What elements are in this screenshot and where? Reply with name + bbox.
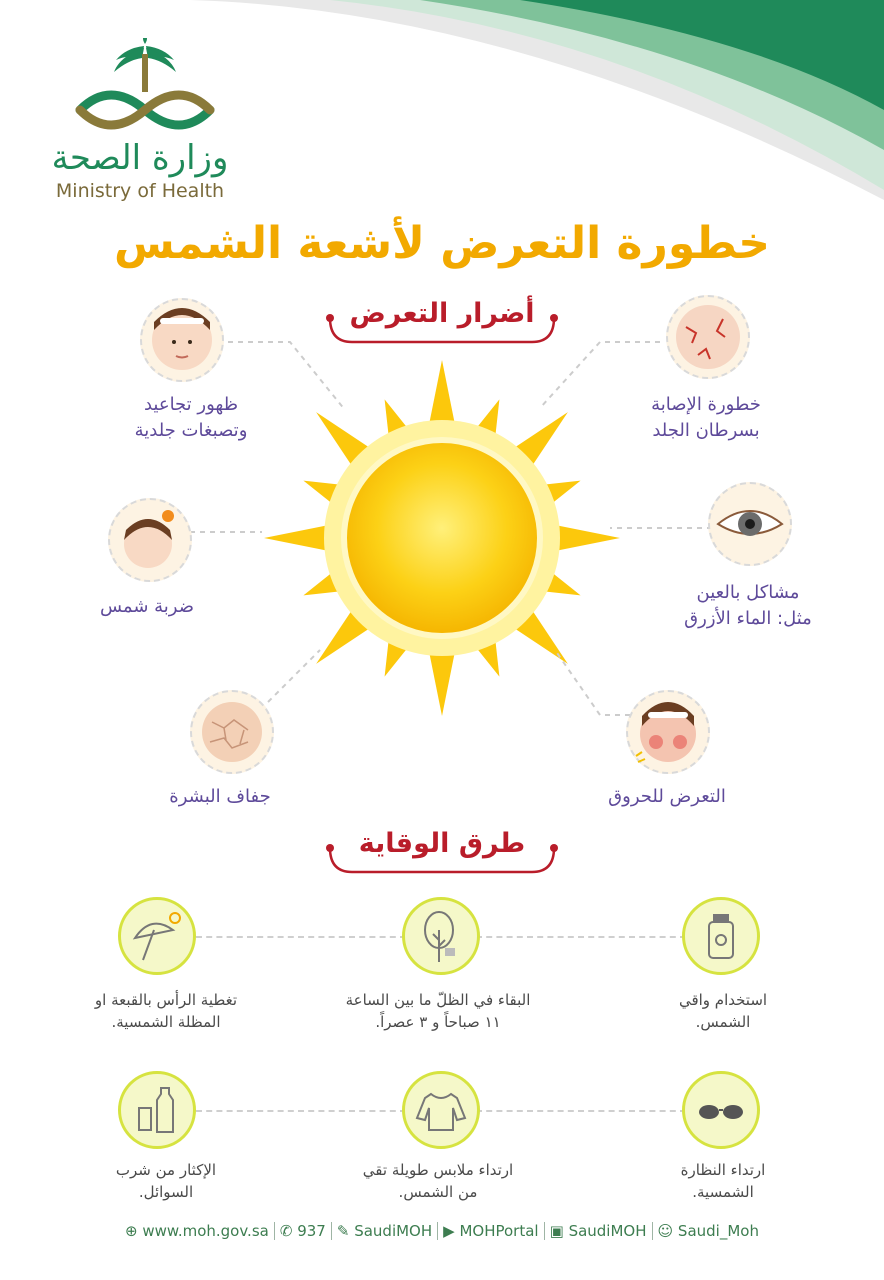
footer-website[interactable]: [120, 1222, 275, 1240]
footer-phone-text: 937: [297, 1222, 326, 1240]
prevention-shade-line1: البقاء في الظلّ ما بين الساعة: [345, 991, 531, 1009]
fluids-circle: [118, 1071, 196, 1149]
footer-website-text: www.moh.gov.sa: [142, 1222, 269, 1240]
sunburn-face-icon: [628, 692, 708, 772]
prevention-fluids: [76, 1160, 256, 1204]
harm-sunburn-line1: التعرض للحروق: [608, 786, 726, 807]
prevention-row2-line-left: [196, 1110, 406, 1112]
logo-arabic-name: وزارة الصحة: [51, 138, 229, 178]
prevention-row1-line-right: [476, 936, 686, 938]
harms-section-title: أضرار التعرض: [349, 298, 535, 329]
prevention-sunscreen-line1: استخدام واقي: [678, 991, 768, 1009]
dry-skin-icon: [192, 692, 272, 772]
youtube-icon: ▶: [443, 1222, 455, 1240]
harm-skin-cancer-line2: بسرطان الجلد: [652, 420, 760, 442]
long-clothes-circle: [402, 1071, 480, 1149]
prevention-sunglasses-line1: ارتداء النظارة: [680, 1161, 766, 1179]
prevention-shade: [318, 990, 558, 1034]
page-title: خطورة التعرض لأشعة الشمس: [113, 218, 770, 269]
eye-problems-image: [708, 482, 792, 566]
prevention-long-clothes-line2: من الشمس.: [398, 1182, 478, 1201]
sunscreen-circle: [682, 897, 760, 975]
twitter-icon: ✎: [336, 1222, 350, 1240]
globe-icon: ⊕: [125, 1222, 138, 1240]
footer-snapchat-text: Saudi_Moh: [677, 1222, 759, 1240]
prevention-sunscreen: [638, 990, 808, 1034]
footer-youtube[interactable]: [438, 1222, 544, 1240]
dry-skin-image: [190, 690, 274, 774]
harm-skin-cancer-line1: خطورة الإصابة: [651, 394, 761, 415]
harm-sunburn: [582, 784, 752, 810]
wrinkled-face-icon: [142, 300, 222, 380]
sunglasses-icon: [685, 1074, 757, 1146]
prevention-fluids-line1: الإكثار من شرب: [115, 1161, 217, 1179]
footer-facebook-text: SaudiMOH: [568, 1222, 647, 1240]
snapchat-icon: ☺: [657, 1222, 674, 1240]
harm-sunstroke-line1: ضربة شمس: [99, 596, 195, 617]
harm-wrinkles-line2: وتصبغات جلدية: [134, 420, 248, 442]
prevention-fluids-line2: السوائل.: [138, 1182, 194, 1201]
footer-snapchat[interactable]: [653, 1222, 764, 1240]
skin-cancer-icon: [668, 297, 748, 377]
prevention-section-title: طرق الوقاية: [358, 828, 526, 859]
prevention-long-clothes: [318, 1160, 558, 1204]
drinks-icon: [121, 1074, 193, 1146]
harm-eye-problems-line1: مشاكل بالعين: [696, 582, 800, 603]
eye-icon: [710, 484, 790, 564]
prevention-hat-umbrella: [76, 990, 256, 1034]
tree-icon: [405, 900, 477, 972]
prevention-long-clothes-line1: ارتداء ملابس طويلة تقي: [362, 1161, 514, 1179]
sunstroke-image: [108, 498, 192, 582]
logo-english-name: Ministry of Health: [55, 180, 225, 202]
long-shirt-icon: [405, 1074, 477, 1146]
prevention-shade-line2: ١١ صباحاً و ٣ عصراً.: [375, 1012, 501, 1031]
sunglasses-circle: [682, 1071, 760, 1149]
footer-facebook[interactable]: [545, 1222, 653, 1240]
footer-contacts: [0, 1222, 884, 1252]
sunscreen-icon: [685, 900, 757, 972]
harm-dry-skin: [140, 784, 300, 810]
footer-phone[interactable]: [275, 1222, 332, 1240]
phone-icon: ✆: [279, 1222, 293, 1240]
facebook-icon: ▣: [549, 1222, 564, 1240]
prevention-sunglasses: [638, 1160, 808, 1204]
prevention-sunscreen-line2: الشمس.: [695, 1012, 751, 1031]
prevention-hat-umbrella-line1: تغطية الرأس بالقبعة او: [94, 991, 238, 1009]
harm-skin-cancer: [606, 392, 806, 444]
umbrella-circle: [118, 897, 196, 975]
prevention-hat-umbrella-line2: المظلة الشمسية.: [111, 1012, 221, 1031]
harm-eye-problems: [648, 580, 848, 632]
footer-twitter[interactable]: [332, 1222, 438, 1240]
footer-twitter-text: SaudiMOH: [354, 1222, 433, 1240]
sunburn-image: [626, 690, 710, 774]
sunstroke-icon: [110, 500, 190, 580]
prevention-row1-line-left: [196, 936, 406, 938]
umbrella-icon: [121, 900, 193, 972]
skin-cancer-image: [666, 295, 750, 379]
harm-eye-problems-line2: مثل: الماء الأزرق: [684, 608, 812, 630]
prevention-sunglasses-line2: الشمسية.: [692, 1182, 754, 1201]
prevention-row2-line-right: [476, 1110, 686, 1112]
harm-wrinkles-line1: ظهور تجاعيد: [143, 394, 239, 415]
shade-circle: [402, 897, 480, 975]
wrinkles-image: [140, 298, 224, 382]
harm-wrinkles: [96, 392, 286, 444]
footer-youtube-text: MOHPortal: [459, 1222, 539, 1240]
harm-sunstroke: [62, 594, 232, 620]
harm-dry-skin-line1: جفاف البشرة: [169, 786, 271, 807]
